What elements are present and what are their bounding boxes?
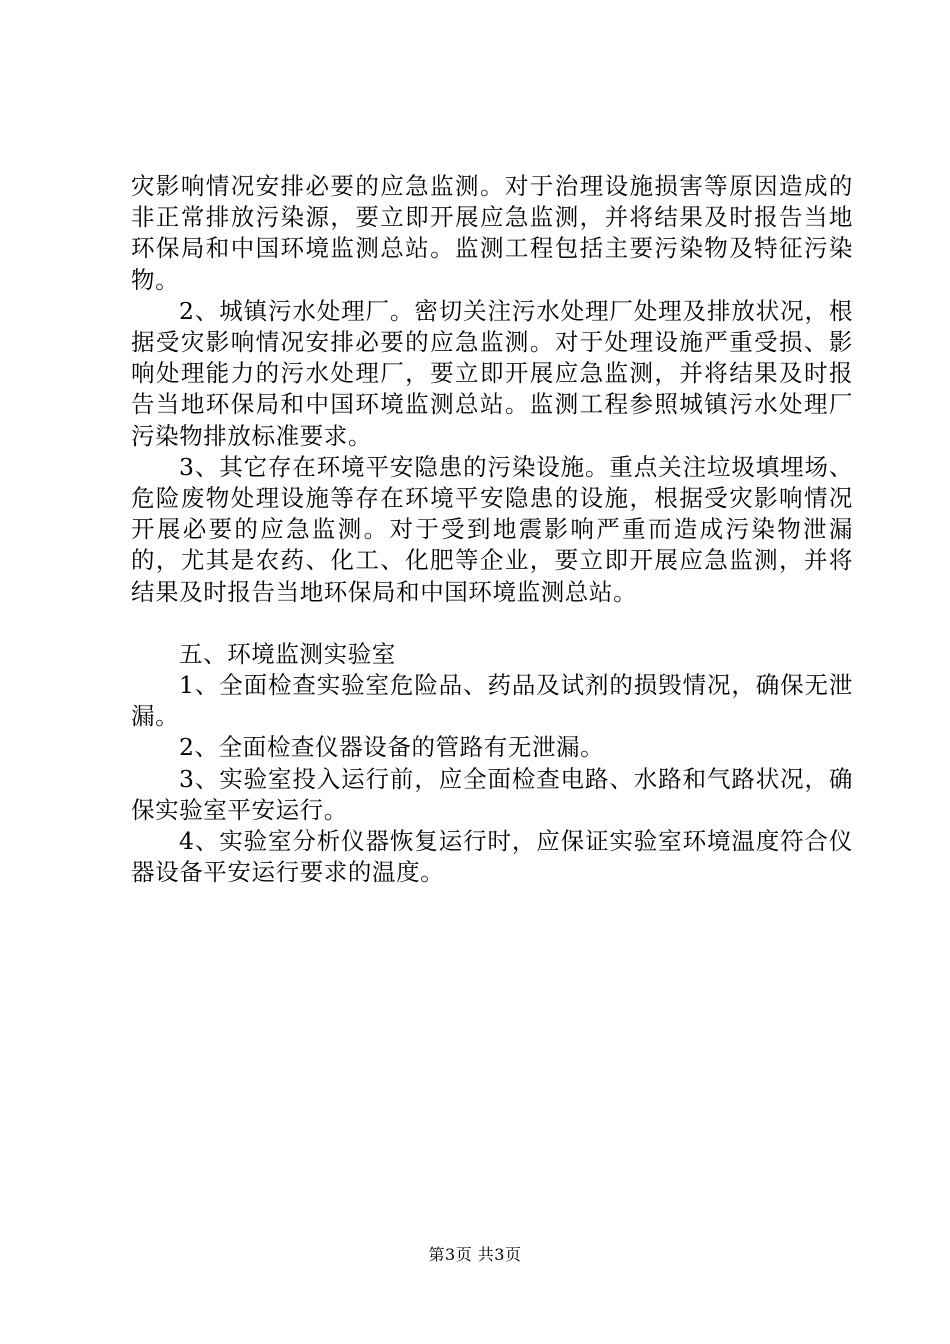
lab-item-1: 1、全面检查实验室危险品、药品及试剂的损毁情况，确保无泄漏。 (131, 671, 853, 731)
lab-item-3: 3、实验室投入运行前，应全面检查电路、水路和气路状况，确保实验室平安运行。 (131, 764, 853, 824)
lab-item-2: 2、全面检查仪器设备的管路有无泄漏。 (179, 733, 605, 762)
section-heading-lab: 五、环境监测实验室 (179, 639, 396, 668)
lab-item-4: 4、实验室分析仪器恢复运行时，应保证实验室环境温度符合仪器设备平安运行要求的温度。 (131, 827, 853, 887)
paragraph-other-facilities: 3、其它存在环境平安隐患的污染设施。重点关注垃圾填埋场、危险废物处理设施等存在环境平安隐患的设施，根据受灾影响情况开展必要的应急监测。对于受到地震影响严重而造成污染物泄漏的，尤其是农药、化工、化肥等企业，要立即开展应急监测，并将结果及时报告当地环保局和中国环境监测总站。 (131, 452, 853, 606)
paragraph-continuation: 灾影响情况安排必要的应急监测。对于治理设施损害等原因造成的非正常排放污染源，要立即开展应急监测，并将结果及时报告当地环保局和中国环境监测总站。监测工程包括主要污染物及特征污染物。 (131, 172, 853, 294)
document-body (131, 171, 853, 888)
page-number-footer: 第3页 共3页 (428, 1245, 522, 1264)
paragraph-sewage-plant: 2、城镇污水处理厂。密切关注污水处理厂处理及排放状况，根据受灾影响情况安排必要的应急监测。对于处理设施严重受损、影响处理能力的污水处理厂，要立即开展应急监测，并将结果及时报告当地环保局和中国环境监测总站。监测工程参照城镇污水处理厂污染物排放标准要求。 (131, 296, 853, 450)
